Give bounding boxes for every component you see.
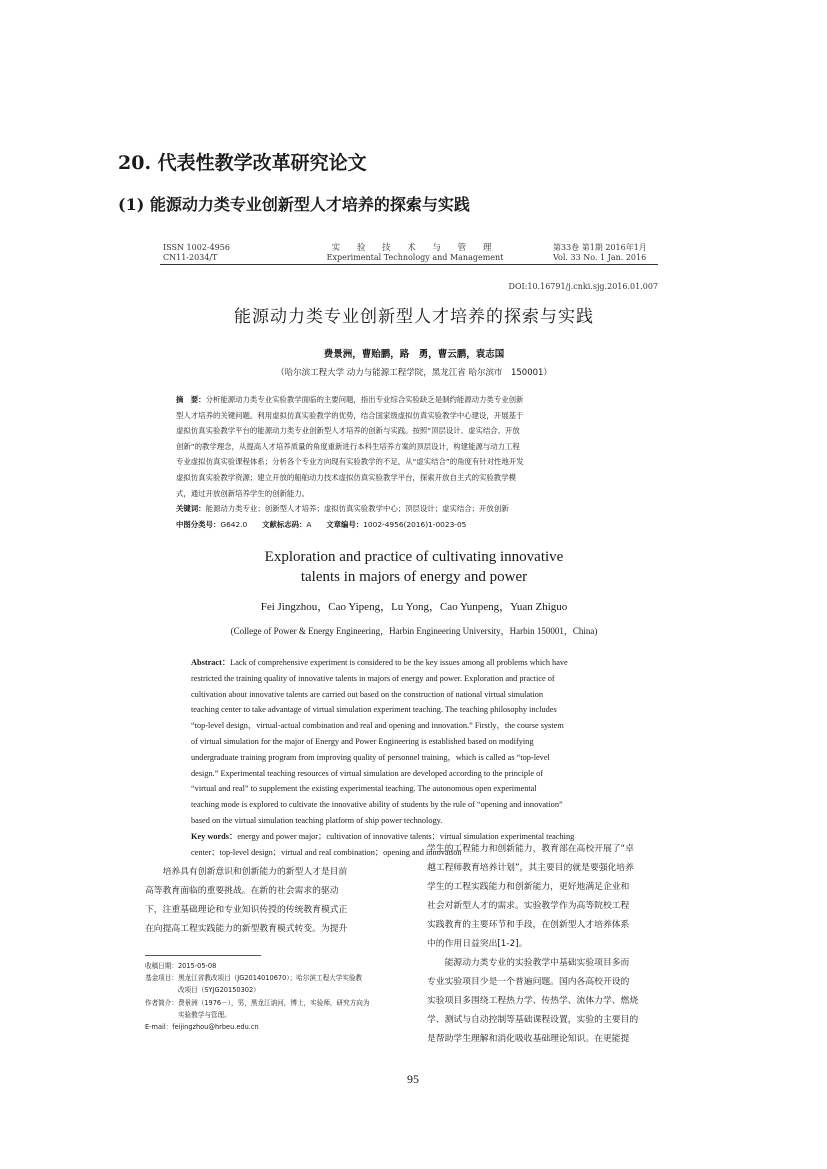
abstract-en-line: teaching mode is explored to cultivate the innovative ability of students by the rule of “opening and innovation” (191, 800, 563, 810)
authors-en: Fei Jingzhou，Cao Yipeng，Lu Yong，Cao Yunpeng，Yuan Zhiguo (260, 601, 568, 613)
journal-name-cn: 实 验 技 术 与 管 理 (331, 243, 499, 253)
footnote-author: 作者简介：费景洲（1976－），男，黑龙江讷河，博士，实验师，研究方向为 (145, 998, 370, 1007)
abstract-cn-line: 创新”的教学理念，从提高人才培养质量的角度重新进行本科生培养方案的顶层设计，构建能源与动力工程 (176, 441, 520, 451)
abstract-en-line: cultivation about innovative talents are carried out based on the construction of national virtual simulation (191, 689, 544, 699)
footnote-email: E-mail：feijingzhou@hrbeu.edu.cn (145, 1022, 259, 1031)
abstract-cn-line: 专业虚拟仿真实验课程体系；分析各个专业方向现有实验教学的不足，从“虚实结合”的角度有针对性地开发 (176, 457, 524, 467)
abstract-en-line: based on the virtual simulation teaching platform of ship power technology. (191, 815, 443, 825)
abstract-en (191, 655, 651, 860)
journal-name-en: Experimental Technology and Management (326, 253, 504, 262)
body-left-column (145, 863, 413, 939)
journal-issn-block (163, 243, 230, 263)
keywords-cn: 关键词：能源动力类专业；创新型人才培养；虚拟仿真实验教学中心；顶层设计；虚实结合；开放创新 (176, 504, 509, 514)
header-rule (160, 264, 658, 265)
abstract-cn-line: 式，通过开放创新培养学生的创新能力。 (176, 488, 310, 498)
volume-cn: 第33卷 第1期 2016年1月 (553, 243, 647, 252)
body-line: 中的作用日益突出[1-2]。 (427, 939, 528, 949)
abstract-en-line: teaching center to take advantage of virtual simulation experiment teaching. The teaching philosophy includes (191, 705, 557, 715)
body-line: 越工程师教育培养计划”，其主要目的就是要强化培养 (427, 863, 634, 873)
body-line: 专业实验项目少是一个普遍问题。国内各高校开设的 (427, 977, 630, 987)
footnote-received: 收稿日期：2015-05-08 (145, 962, 217, 970)
affiliation-en: (College of Power & Energy Engineering，Harbin Engineering University，Harbin 150001，China) (230, 626, 598, 636)
body-line: 高等教育面临的重要挑战。在新的社会需求的驱动 (145, 886, 339, 896)
abstract-cn-line: 摘 要：分析能源动力类专业实验教学面临的主要问题，指出专业综合实验缺乏是制约能源动力类专业创新 (176, 395, 524, 404)
abstract-cn-label: 摘 要： (176, 395, 206, 404)
doi: DOI:10.16791/j.cnki.sjg.2016.01.007 (508, 282, 658, 291)
keywords-en-cont: center；top-level design；virtual and real combination；opening and innovation (191, 847, 462, 857)
abstract-en-line: Abstract：Lack of comprehensive experiment is considered to be the key issues among all problems which have (191, 658, 568, 667)
authors-cn: 费景洲，曹贻鹏，路 勇，曹云鹏，袁志国 (323, 349, 505, 360)
body-line: 培养具有创新意识和创新能力的新型人才是目前 (145, 867, 348, 877)
body-line: 能源动力类专业的实验教学中基础实验项目多而 (427, 958, 630, 968)
section-title: 20. 代表性教学改革研究论文 (118, 152, 367, 174)
page-number: 95 (407, 1072, 419, 1086)
footnote-funding-cont: 改项目（SYJG20150302） (145, 986, 260, 995)
body-line: 在向提高工程实践能力的新型教育模式转变。为提升 (145, 924, 348, 934)
body-line: 是帮助学生理解和消化吸收基础理论知识。在更能提 (427, 1034, 630, 1044)
paper-title-cn: 能源动力类专业创新型人才培养的探索与实践 (234, 307, 594, 327)
cn-number: CN11-2034/T (163, 253, 218, 262)
abstract-cn-line: 型人才培养的关键问题。利用虚拟仿真实验教学的优势，结合国家级虚拟仿真实验教学中心建设，开展基于 (176, 410, 524, 420)
footnotes (145, 960, 415, 1033)
issn: ISSN 1002-4956 (163, 243, 230, 252)
subsection-title: (1) 能源动力类专业创新型人才培养的探索与实践 (118, 195, 470, 214)
abstract-en-line: “virtual and real” to supplement the existing experimental teaching. The autonomous open experimental (191, 784, 537, 794)
keywords-en: Key words：energy and power major；cultivation of innovative talents；virtual simulation experimental teaching (191, 831, 575, 841)
abstract-en-label: Abstract： (191, 658, 231, 667)
classification-line: 中图分类号：G642.0 文献标志码：A 文章编号：1002-4956(2016)1-0023-05 (176, 519, 467, 529)
abstract-cn-line: 虚拟仿真实验教学平台的能源动力类专业创新型人才培养的创新与实践。按照“顶层设计、虚实结合、开放 (176, 426, 520, 436)
body-line: 学、测试与自动控制等基础课程设置，实验的主要目的 (427, 1015, 639, 1025)
body-line: 下，注重基础理论和专业知识传授的传统教育模式正 (145, 905, 348, 915)
body-line: 实验项目多围绕工程热力学、传热学、流体力学、燃烧 (427, 996, 639, 1006)
body-line: 社会对新型人才的需求。实验教学作为高等院校工程 (427, 901, 630, 911)
affiliation-cn: （哈尔滨工程大学 动力与能源工程学院，黑龙江省 哈尔滨市 150001） (276, 368, 552, 378)
paper-title-en-line: talents in majors of energy and power (300, 569, 528, 585)
abstract-en-line: undergraduate training program from improving quality of personnel training，which is called as “top-level (191, 752, 550, 762)
body-right-column (427, 840, 695, 1049)
body-line: 实践教育的主要环节和手段，在创新型人才培养体系 (427, 920, 630, 930)
abstract-en-line: “top-level design，virtual-actual combination and real and opening and innovation.” Firstly，the course system (191, 721, 564, 731)
footnote-author-cont: 实验教学与管理。 (145, 1010, 231, 1019)
paper-title-en (160, 547, 668, 587)
abstract-en-line: of virtual simulation for the major of Energy and Power Engineering is established based on modifying (191, 736, 534, 746)
footnote-rule (145, 955, 261, 956)
abstract-cn (176, 392, 670, 532)
body-line: 学生的工程能力和创新能力，教育部在高校开展了“卓 (427, 844, 634, 854)
body-line: 学生的工程实践能力和创新能力，更好地满足企业和 (427, 882, 630, 892)
journal-volume-block (553, 243, 647, 263)
abstract-en-line: design.” Experimental teaching resources of virtual simulation are developed according to the principle of (191, 768, 544, 778)
volume-en: Vol. 33 No. 1 Jan. 2016 (553, 253, 647, 262)
paper-title-en-line: Exploration and practice of cultivating innovative (264, 549, 564, 565)
abstract-cn-line: 虚拟仿真实验教学资源；建立开放的船舶动力技术虚拟仿真实验教学平台，探索开放自主式的实验教学模 (176, 472, 516, 482)
journal-name-block (300, 243, 530, 263)
footnote-funding: 基金项目：黑龙江省教改项目（JG2014010670）；哈尔滨工程大学实验教 (145, 974, 363, 983)
abstract-en-line: restricted the training quality of innovative talents in majors of energy and power. Exploration and practice of (191, 673, 555, 683)
